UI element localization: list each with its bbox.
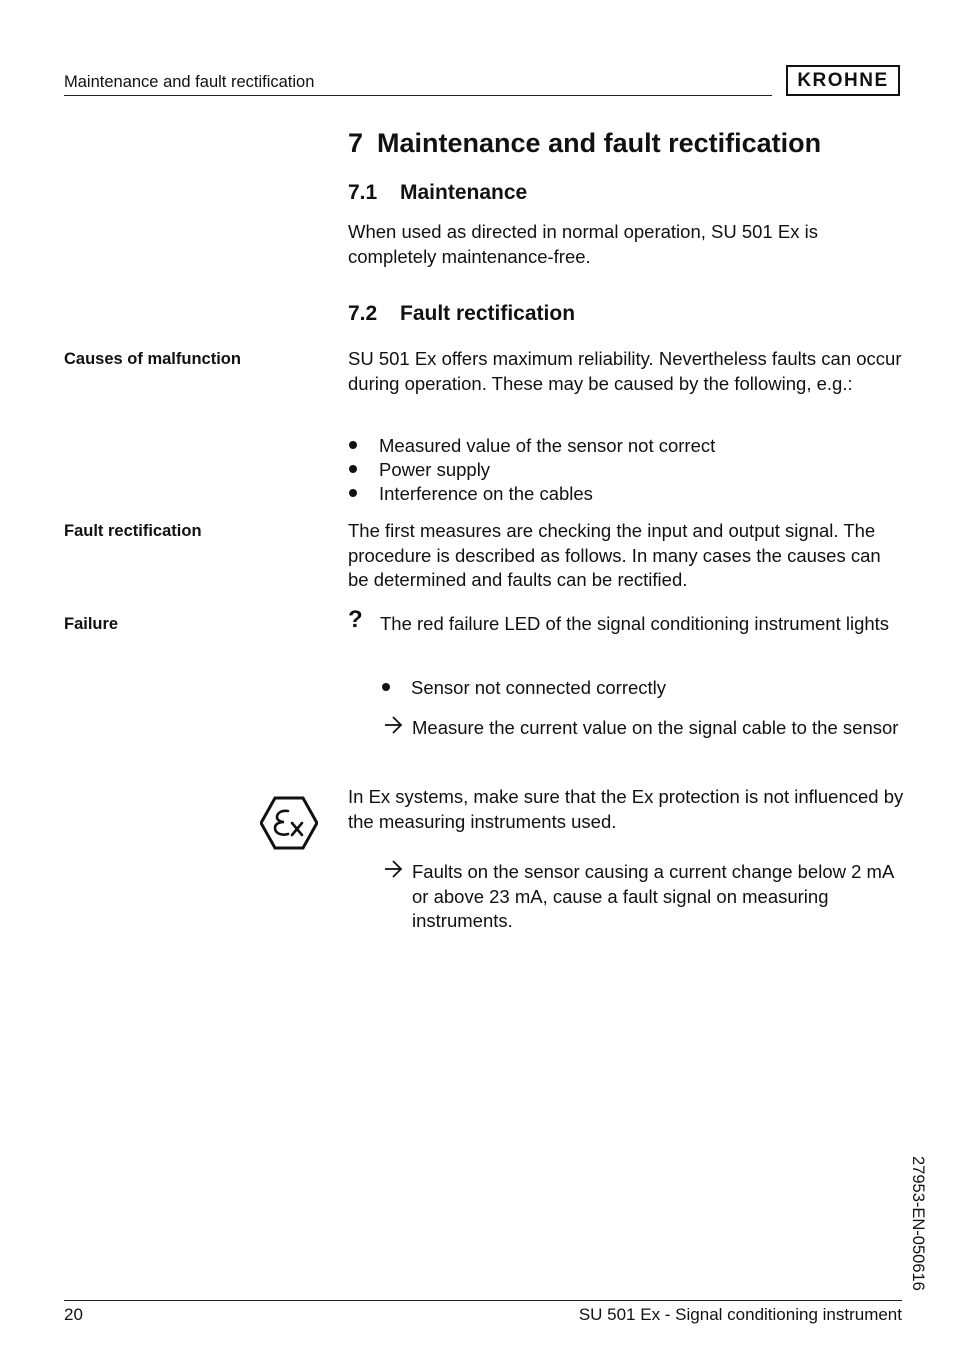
ex-result-text: Faults on the sensor causing a current change below 2 mA or above 23 mA, cause a fault signal on measuring instruments.: [412, 861, 894, 931]
header-rule: [64, 95, 772, 96]
footer-document-title: SU 501 Ex - Signal conditioning instrument: [578, 1305, 902, 1324]
arrow-right-icon: [383, 715, 405, 735]
bullet-icon: [349, 489, 357, 497]
bullet-icon: [349, 465, 357, 473]
causes-text: SU 501 Ex offers maximum reliability. Nevertheless faults can occur during operation. These may be caused by the following, e.g.:: [348, 348, 902, 394]
footer-rule: [64, 1300, 902, 1301]
rectification-text: The first measures are checking the input and output signal. The procedure is described as follows. In many cases the causes can be determined and faults can be rectified.: [348, 520, 881, 590]
ex-protection-icon: [260, 796, 318, 850]
list-item: Measured value of the sensor not correct: [348, 434, 715, 458]
section-heading-maintenance: [348, 181, 527, 205]
failure-cause-item: Sensor not connected correctly: [381, 676, 666, 700]
bullet-icon: [382, 683, 390, 691]
chapter-number: 7: [348, 128, 364, 158]
bullet-icon: [349, 441, 357, 449]
document-id: 27953-EN-050616: [909, 1156, 927, 1291]
failure-action: Measure the current value on the signal cable to the sensor: [412, 717, 899, 738]
list-item: Power supply: [348, 458, 490, 482]
section-title: Maintenance: [400, 181, 528, 204]
failure-question: The red failure LED of the signal conditioning instrument lights: [380, 613, 890, 634]
margin-label-causes: Causes of malfunction: [64, 350, 241, 368]
krohne-logo: KROHNE: [786, 65, 900, 96]
section-number: 7.2: [348, 302, 378, 325]
running-header: Maintenance and fault rectification: [64, 73, 315, 91]
section-heading-fault-rectification: [348, 302, 575, 326]
margin-label-fault-rectification: Fault rectification: [64, 522, 202, 540]
question-mark-icon: ?: [348, 606, 363, 633]
ex-note-text: In Ex systems, make sure that the Ex protection is not influenced by the measuring instruments used.: [348, 786, 904, 832]
chapter-title: Maintenance and fault rectification: [377, 128, 822, 158]
section-number: 7.1: [348, 181, 378, 204]
margin-label-failure: Failure: [64, 615, 119, 633]
list-item: Interference on the cables: [348, 482, 593, 506]
page-number: 20: [64, 1305, 83, 1324]
section-title: Fault rectification: [400, 302, 576, 325]
maintenance-text: When used as directed in normal operation, SU 501 Ex is completely maintenance-free.: [348, 221, 818, 267]
arrow-right-icon: [383, 859, 405, 879]
chapter-heading: [348, 128, 821, 159]
